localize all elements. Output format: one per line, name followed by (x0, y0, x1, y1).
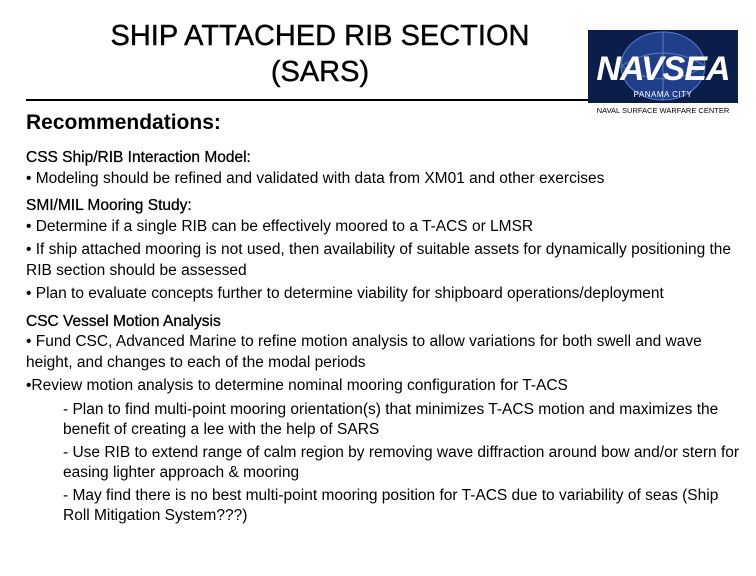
title-divider (26, 99, 588, 101)
bullet-item: •Review motion analysis to determine nominal mooring configuration for T-ACS (26, 377, 568, 394)
section-mooring-study (26, 196, 741, 305)
recommendations-heading: Recommendations: (26, 111, 221, 134)
section-title: CSC Vessel Motion Analysis (26, 312, 221, 330)
section-title: SMI/MIL Mooring Study: (26, 197, 192, 214)
bullet-item: • Fund CSC, Advanced Marine to refine motion analysis to allow variations for both swell and wave height, and changes to each of the modal periods (26, 333, 702, 371)
navsea-logo (588, 30, 738, 103)
sub-list (26, 400, 741, 527)
section-motion-analysis (26, 312, 741, 527)
bullet-item: • Determine if a single RIB can be effectively moored to a T-ACS or LMSR (26, 217, 534, 235)
recommendations-body (26, 148, 741, 534)
slide-title (60, 18, 580, 90)
section-css-model (26, 148, 741, 189)
bullet-item: • Plan to evaluate concepts further to determine viability for shipboard operations/deployment (26, 285, 664, 302)
sub-item: - Use RIB to extend range of calm region by removing wave diffraction around bow and/or stern for easing lighter approach & mooring (63, 443, 740, 481)
sub-item: - Plan to find multi-point mooring orientation(s) that minimizes T-ACS motion and maximizes the benefit of creating a lee with the help of SARS (63, 400, 719, 438)
logo-city: PANAMA CITY (633, 90, 693, 99)
title-line-1: SHIP ATTACHED RIB SECTION (110, 20, 530, 52)
sub-item: - May find there is no best multi-point mooring position for T-ACS due to variability of seas (Ship Roll Mitigation System???) (63, 486, 719, 524)
section-title: CSS Ship/RIB Interaction Model: (26, 149, 251, 166)
logo-center-text: NAVAL SURFACE WARFARE CENTER (596, 106, 730, 115)
title-line-2: (SARS) (270, 56, 370, 88)
logo-wordmark: NAVSEA (596, 50, 730, 88)
bullet-item: • Modeling should be refined and validated with data from XM01 and other exercises (26, 169, 605, 187)
bullet-item: • If ship attached mooring is not used, then availability of suitable assets for dynamically positioning the RIB section should be assessed (26, 241, 732, 279)
